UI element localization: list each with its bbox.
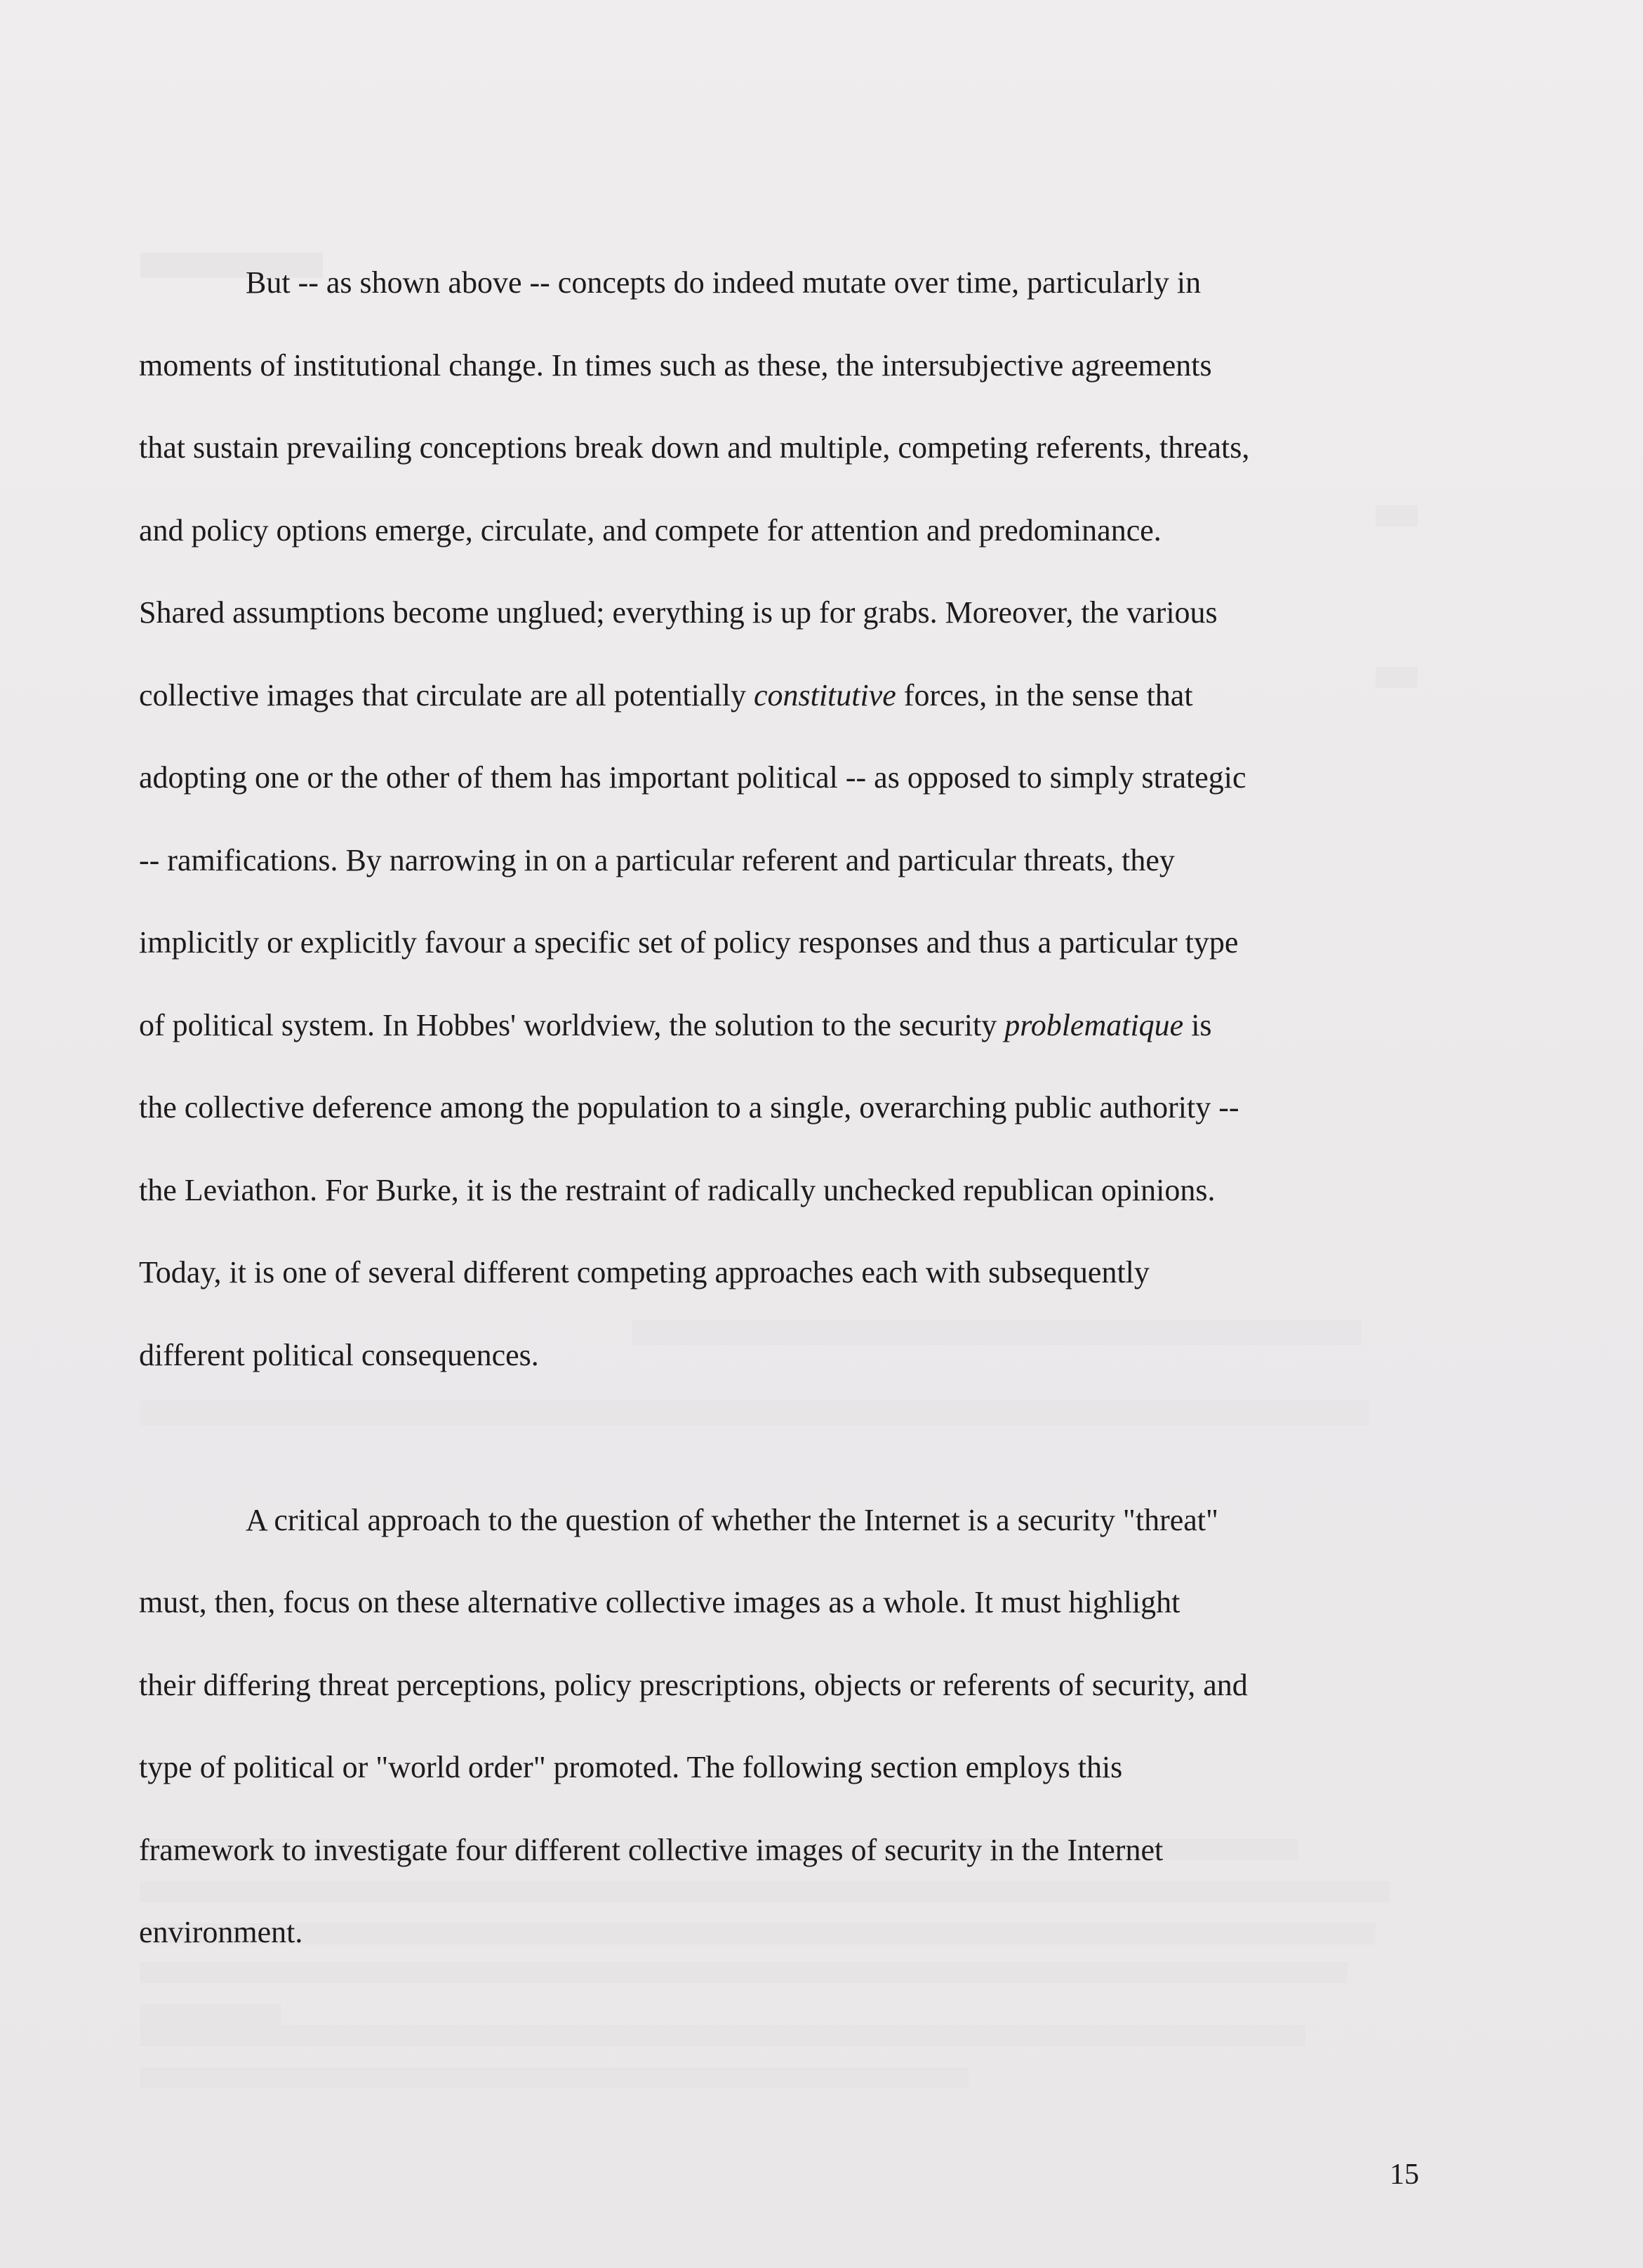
- text-line: [139, 984, 1430, 1067]
- text-line: the collective deference among the population to a single, overarching public authority --: [139, 1090, 1239, 1125]
- text-line: But -- as shown above -- concepts do indeed mutate over time, particularly in: [246, 265, 1202, 300]
- text-run: is: [1183, 1007, 1212, 1042]
- bleed-through-decoration: [140, 2067, 969, 2088]
- text-line: moments of institutional change. In times such as these, the intersubjective agreements: [139, 347, 1212, 383]
- text-line: and policy options emerge, circulate, and compete for attention and predominance.: [139, 512, 1162, 548]
- body-text: [139, 241, 1430, 1974]
- text-run: collective images that circulate are all potentially: [139, 677, 754, 712]
- text-line: Shared assumptions become unglued; everything is up for grabs. Moreover, the various: [139, 595, 1218, 630]
- emphasis-term: problematique: [1004, 1007, 1184, 1042]
- text-line: [139, 654, 1430, 737]
- text-run: forces, in the sense that: [896, 677, 1193, 712]
- paragraph-gap: [139, 1396, 1430, 1479]
- text-run: of political system. In Hobbes' worldview, the solution to the security: [139, 1007, 1005, 1042]
- text-line: A critical approach to the question of whether the Internet is a security "threat": [246, 1502, 1218, 1537]
- text-line: environment.: [139, 1915, 303, 1949]
- bleed-through-decoration: [140, 2025, 1305, 2046]
- emphasis-term: constitutive: [753, 677, 896, 712]
- text-line: implicitly or explicitly favour a specific set of policy responses and thus a particular type: [139, 925, 1239, 960]
- text-line: must, then, focus on these alternative collective images as a whole. It must highlight: [139, 1585, 1180, 1619]
- page-number: 15: [1390, 2158, 1419, 2191]
- text-line: framework to investigate four different collective images of security in the Internet: [139, 1832, 1164, 1867]
- paragraph-1: [139, 241, 1430, 1396]
- text-line: adopting one or the other of them has important political -- as opposed to simply strategic: [139, 760, 1246, 795]
- text-line: type of political or "world order" promoted. The following section employs this: [139, 1750, 1123, 1784]
- text-line: the Leviathon. For Burke, it is the restraint of radically unchecked republican opinions.: [139, 1172, 1216, 1207]
- text-line: that sustain prevailing conceptions break down and multiple, competing referents, threats,: [139, 430, 1250, 465]
- text-line: their differing threat perceptions, policy prescriptions, objects or referents of security, and: [139, 1667, 1248, 1702]
- paragraph-2: [139, 1479, 1430, 1974]
- text-line: -- ramifications. By narrowing in on a particular referent and particular threats, they: [139, 842, 1175, 877]
- text-line: different political consequences.: [139, 1337, 539, 1372]
- bleed-through-decoration: [140, 2004, 281, 2025]
- text-line: Today, it is one of several different competing approaches each with subsequently: [139, 1255, 1150, 1289]
